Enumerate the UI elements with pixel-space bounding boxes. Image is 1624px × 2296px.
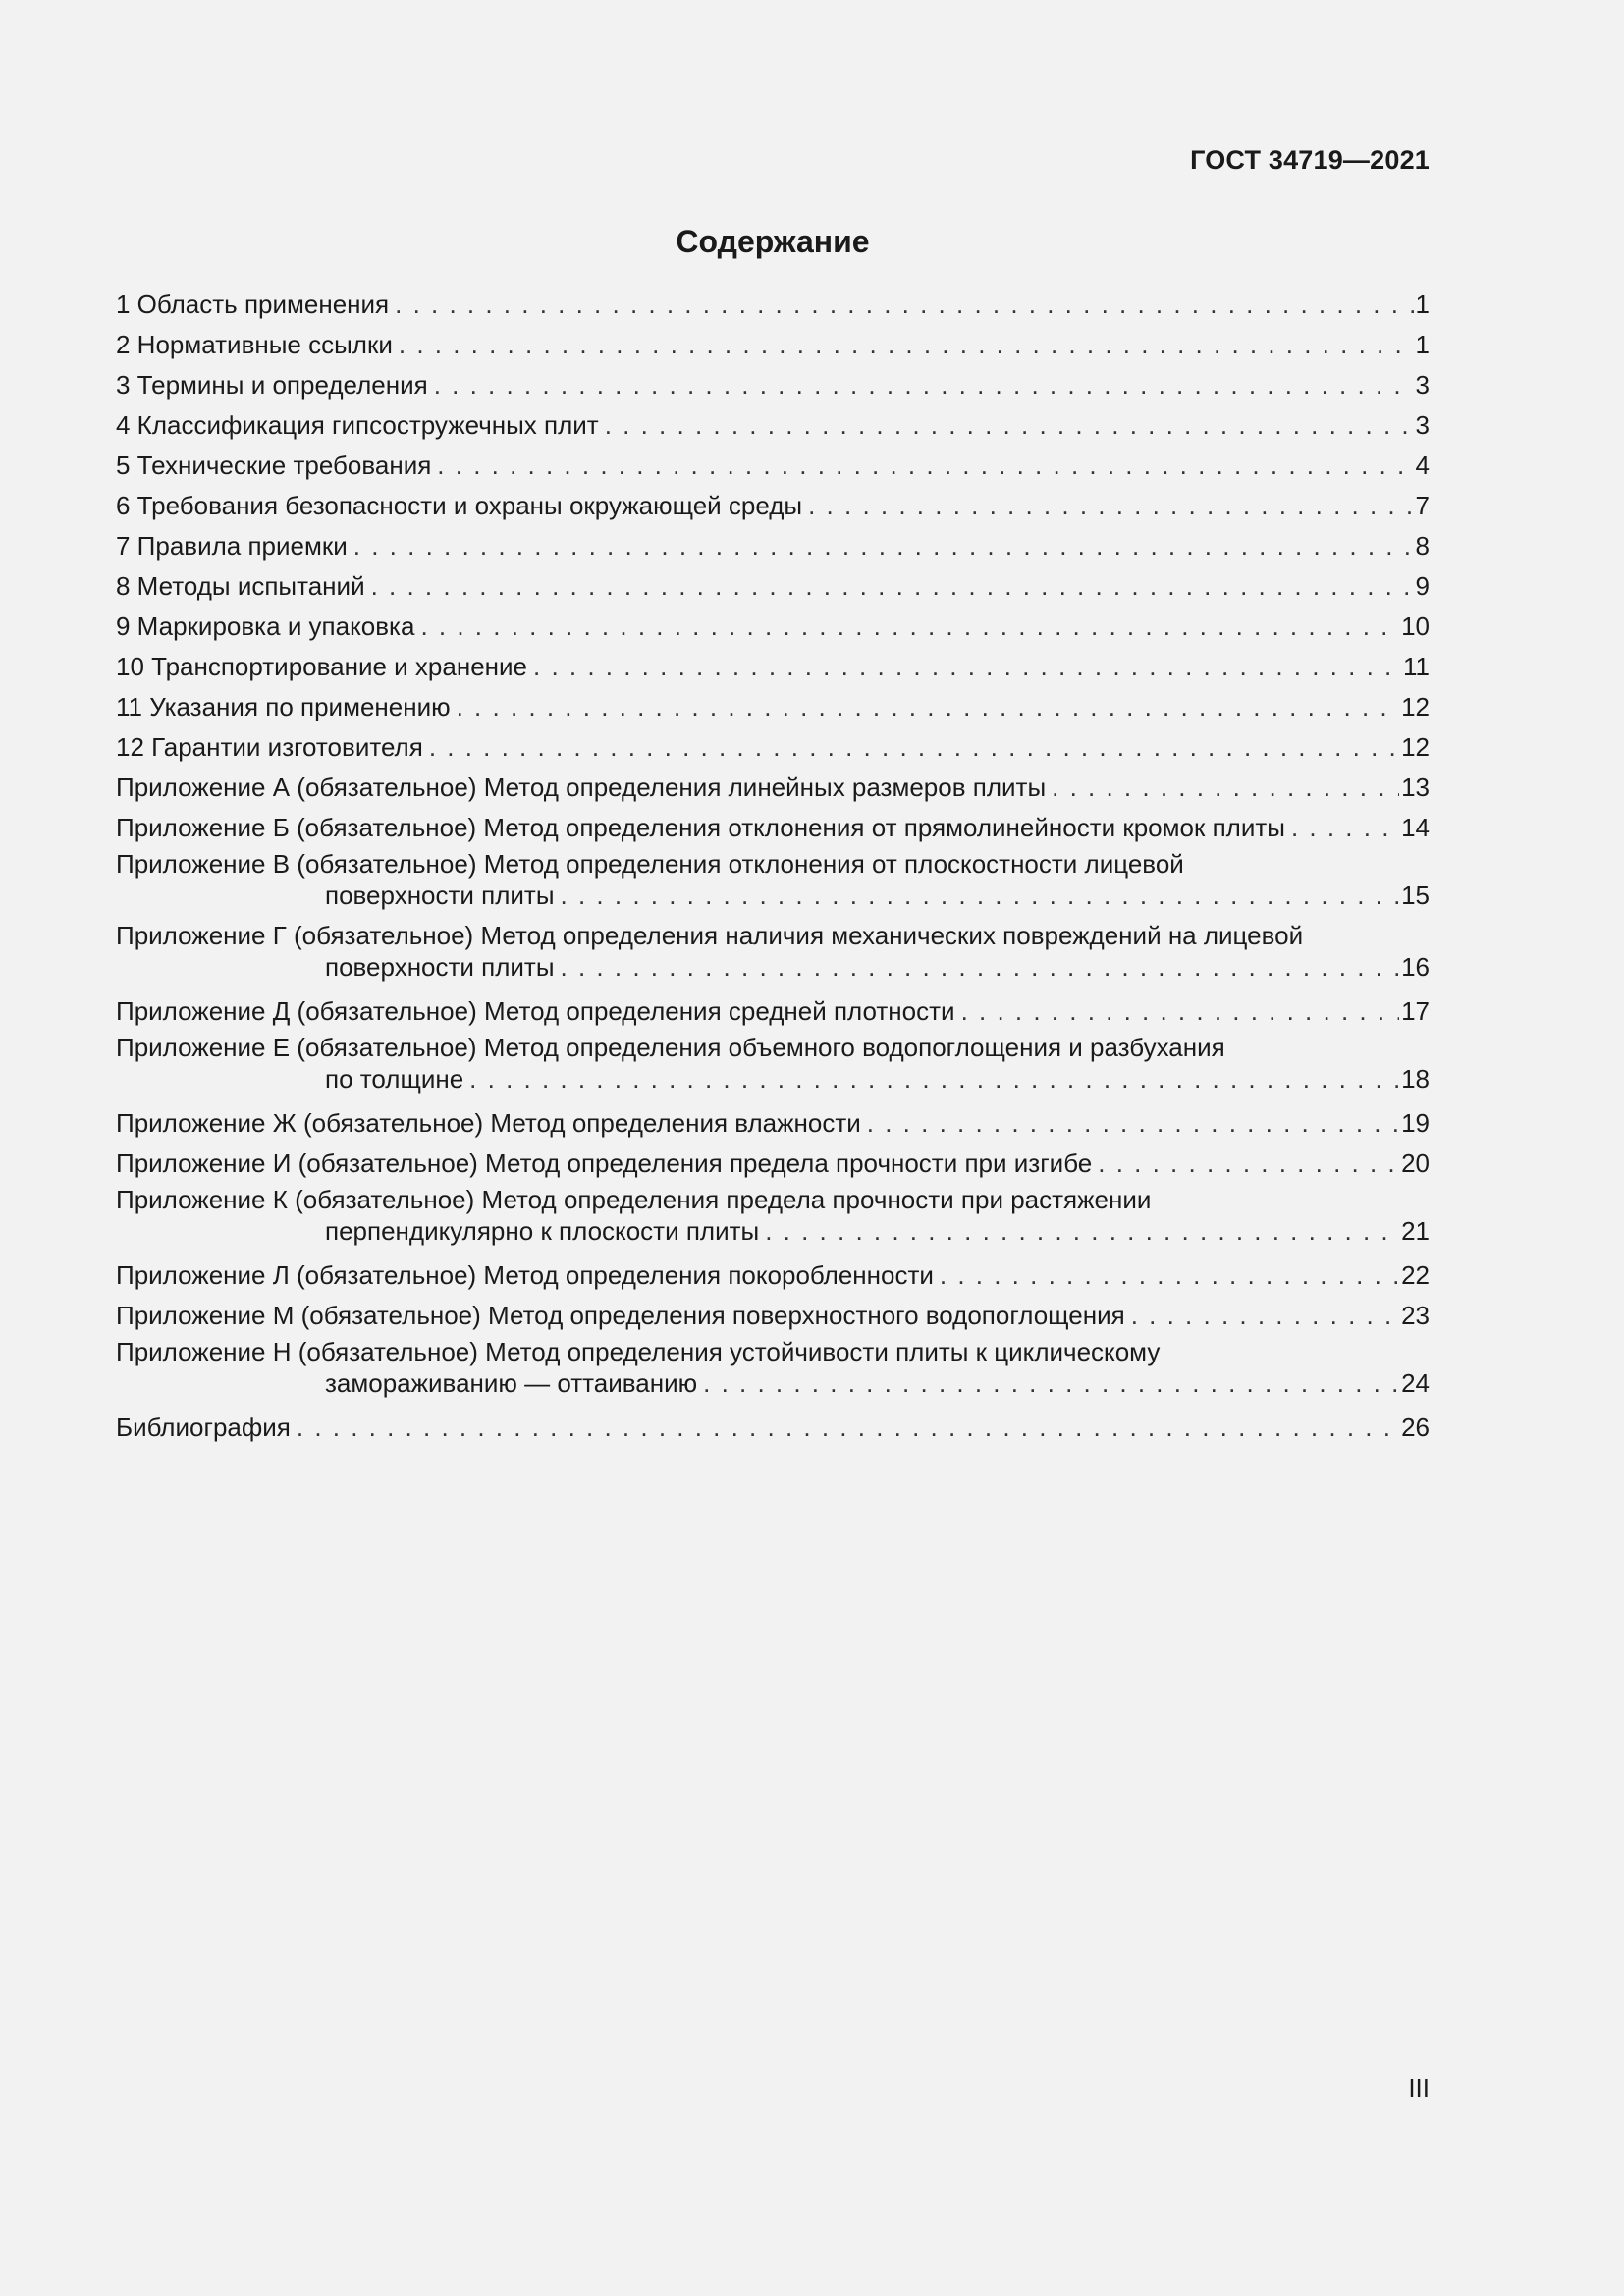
- toc-entry[interactable]: [116, 1103, 1430, 1144]
- dot-leader: [469, 1063, 1399, 1095]
- toc-entry[interactable]: [116, 1144, 1430, 1184]
- toc-entry-label-continued: поверхности плиты: [325, 881, 555, 910]
- dot-leader: [395, 285, 1413, 325]
- toc-entry-label: 3 Термины и определения: [116, 370, 428, 400]
- toc-entry-page: 26: [1401, 1413, 1430, 1442]
- toc-entry[interactable]: [116, 566, 1430, 607]
- toc-entry[interactable]: [116, 1408, 1430, 1448]
- toc-entry-line: [116, 1144, 1430, 1184]
- document-code: ГОСТ 34719—2021: [1190, 145, 1430, 175]
- toc-entry[interactable]: [116, 607, 1430, 647]
- toc-entry-page: 3: [1415, 370, 1430, 400]
- toc-entry-label: 1 Область применения: [116, 290, 390, 319]
- toc-entry-page: 14: [1401, 813, 1430, 842]
- toc-entry-line: [116, 285, 1430, 325]
- toc-entry-line: [116, 607, 1430, 647]
- toc-entry-label-continued: по толщине: [325, 1064, 464, 1094]
- toc-entry[interactable]: [116, 848, 1430, 920]
- toc-entry-page: 12: [1401, 692, 1430, 721]
- toc-entry[interactable]: [116, 285, 1430, 325]
- dot-leader: [297, 1408, 1399, 1448]
- toc-entry-label: Приложение В (обязательное) Метод определения отклонения от плоскостности лицевой: [116, 849, 1184, 879]
- toc-entry-label: Приложение М (обязательное) Метод определения поверхностного водопоглощения: [116, 1301, 1125, 1330]
- toc-entry-label: Библиография: [116, 1413, 291, 1442]
- toc-entry[interactable]: [116, 647, 1430, 687]
- toc-entry-page: 10: [1401, 612, 1430, 641]
- dot-leader: [1291, 808, 1399, 848]
- toc-entry-line: [116, 1063, 1430, 1103]
- toc-entry-page: 1: [1415, 330, 1430, 359]
- dot-leader: [808, 486, 1413, 526]
- toc-entry-page: 12: [1401, 732, 1430, 762]
- toc-entry-line: [116, 991, 1430, 1032]
- toc-entry-page: 15: [1401, 881, 1430, 910]
- toc-entry-line: [116, 1032, 1430, 1063]
- toc-entry-page: 21: [1401, 1216, 1430, 1246]
- dot-leader: [605, 405, 1414, 446]
- toc-entry[interactable]: [116, 920, 1430, 991]
- toc-entry-line: [116, 687, 1430, 727]
- toc-entry-label: 6 Требования безопасности и охраны окружающей среды: [116, 491, 803, 520]
- dot-leader: [434, 365, 1414, 405]
- toc-entry-label-continued: замораживанию — оттаиванию: [325, 1368, 698, 1398]
- toc-entry-page: 17: [1401, 996, 1430, 1026]
- toc-entry-label: Приложение Е (обязательное) Метод определения объемного водопоглощения и разбухания: [116, 1033, 1225, 1062]
- toc-entry-page: 18: [1401, 1064, 1430, 1094]
- dot-leader: [1098, 1144, 1399, 1184]
- toc-entry-line: [116, 768, 1430, 808]
- dot-leader: [940, 1255, 1399, 1296]
- toc-entry[interactable]: [116, 1255, 1430, 1296]
- toc-entry-label: Приложение Г (обязательное) Метод определения наличия механических повреждений на лицевой: [116, 921, 1304, 950]
- toc-entry-label: 9 Маркировка и упаковка: [116, 612, 415, 641]
- toc-entry-line: [116, 920, 1430, 951]
- toc-entry-label: 12 Гарантии изготовителя: [116, 732, 423, 762]
- toc-entry[interactable]: [116, 768, 1430, 808]
- toc-entry-line: [116, 727, 1430, 768]
- dot-leader: [867, 1103, 1399, 1144]
- toc-entry-line: [116, 1408, 1430, 1448]
- toc-entry-line: [116, 566, 1430, 607]
- toc-entry-line: [116, 880, 1430, 920]
- dot-leader: [703, 1367, 1399, 1399]
- toc-entry-line: [116, 325, 1430, 365]
- toc-entry[interactable]: [116, 727, 1430, 768]
- dot-leader: [765, 1215, 1399, 1247]
- dot-leader: [420, 607, 1399, 647]
- toc-entry-label: Приложение К (обязательное) Метод определения предела прочности при растяжении: [116, 1185, 1152, 1214]
- toc-entry-label: 10 Транспортирование и хранение: [116, 652, 527, 681]
- dot-leader: [961, 991, 1400, 1032]
- toc-entry-line: [116, 951, 1430, 991]
- toc-entry-label-continued: поверхности плиты: [325, 952, 555, 982]
- toc-entry-line: [116, 365, 1430, 405]
- toc-entry-page: 1: [1415, 290, 1430, 319]
- toc-entry[interactable]: [116, 405, 1430, 446]
- toc-entry-label: Приложение А (обязательное) Метод определения линейных размеров плиты: [116, 773, 1047, 802]
- toc-entry[interactable]: [116, 446, 1430, 486]
- toc-entry[interactable]: [116, 991, 1430, 1032]
- toc-entry-page: 20: [1401, 1148, 1430, 1178]
- toc-entry-line: [116, 1367, 1430, 1408]
- page-number: III: [1408, 2073, 1430, 2103]
- toc-entry-line: [116, 1103, 1430, 1144]
- toc-entry-line: [116, 848, 1430, 880]
- toc-entry[interactable]: [116, 1296, 1430, 1336]
- toc-entry-label: Приложение Н (обязательное) Метод определения устойчивости плиты к циклическому: [116, 1337, 1161, 1366]
- toc-entry-page: 3: [1415, 410, 1430, 440]
- toc-entry-page: 7: [1415, 491, 1430, 520]
- dot-leader: [561, 951, 1400, 983]
- table-of-contents: [116, 285, 1430, 1448]
- toc-entry-label: Приложение Л (обязательное) Метод определения покоробленности: [116, 1260, 934, 1290]
- toc-entry-line: [116, 1296, 1430, 1336]
- toc-entry-line: [116, 486, 1430, 526]
- toc-entry-label: 4 Классификация гипсостружечных плит: [116, 410, 599, 440]
- toc-entry[interactable]: [116, 1184, 1430, 1255]
- dot-leader: [457, 687, 1399, 727]
- toc-entry-page: 16: [1401, 952, 1430, 982]
- toc-entry-page: 22: [1401, 1260, 1430, 1290]
- toc-entry-page: 24: [1401, 1368, 1430, 1398]
- dot-leader: [533, 647, 1401, 687]
- toc-entry-label-continued: перпендикулярно к плоскости плиты: [325, 1216, 760, 1246]
- toc-entry-label: Приложение Б (обязательное) Метод определения отклонения от прямолинейности кромок плиты: [116, 813, 1285, 842]
- dot-leader: [1131, 1296, 1399, 1336]
- toc-entry-page: 9: [1415, 571, 1430, 601]
- toc-entry-line: [116, 446, 1430, 486]
- toc-entry-line: [116, 526, 1430, 566]
- toc-entry-label: Приложение Д (обязательное) Метод определения средней плотности: [116, 996, 955, 1026]
- toc-entry[interactable]: [116, 687, 1430, 727]
- toc-entry-page: 13: [1401, 773, 1430, 802]
- toc-entry-line: [116, 1336, 1430, 1367]
- toc-entry[interactable]: [116, 1336, 1430, 1408]
- toc-entry-label: Приложение И (обязательное) Метод определения предела прочности при изгибе: [116, 1148, 1093, 1178]
- toc-entry-label: 11 Указания по применению: [116, 692, 451, 721]
- toc-entry[interactable]: [116, 1032, 1430, 1103]
- toc-entry-label: 7 Правила приемки: [116, 531, 348, 561]
- dot-leader: [353, 526, 1414, 566]
- toc-entry-label: 2 Нормативные ссылки: [116, 330, 393, 359]
- toc-entry-label: Приложение Ж (обязательное) Метод определения влажности: [116, 1108, 861, 1138]
- dot-leader: [561, 880, 1400, 911]
- toc-entry-line: [116, 1184, 1430, 1215]
- toc-entry-line: [116, 1215, 1430, 1255]
- toc-entry-page: 11: [1403, 652, 1430, 681]
- toc-entry-page: 4: [1415, 451, 1430, 480]
- toc-entry-page: 23: [1401, 1301, 1430, 1330]
- toc-entry-page: 19: [1401, 1108, 1430, 1138]
- toc-entry[interactable]: [116, 486, 1430, 526]
- toc-entry-line: [116, 647, 1430, 687]
- toc-entry[interactable]: [116, 526, 1430, 566]
- dot-leader: [399, 325, 1414, 365]
- toc-entry-line: [116, 808, 1430, 848]
- toc-entry-label: 8 Методы испытаний: [116, 571, 365, 601]
- toc-entry[interactable]: [116, 808, 1430, 848]
- toc-entry-line: [116, 405, 1430, 446]
- dot-leader: [1052, 768, 1399, 808]
- toc-entry-label: 5 Технические требования: [116, 451, 432, 480]
- dot-leader: [371, 566, 1414, 607]
- dot-leader: [429, 727, 1399, 768]
- toc-entry-page: 8: [1415, 531, 1430, 561]
- toc-entry[interactable]: [116, 325, 1430, 365]
- dot-leader: [437, 446, 1413, 486]
- toc-title: Содержание: [676, 224, 870, 259]
- toc-entry-line: [116, 1255, 1430, 1296]
- toc-entry[interactable]: [116, 365, 1430, 405]
